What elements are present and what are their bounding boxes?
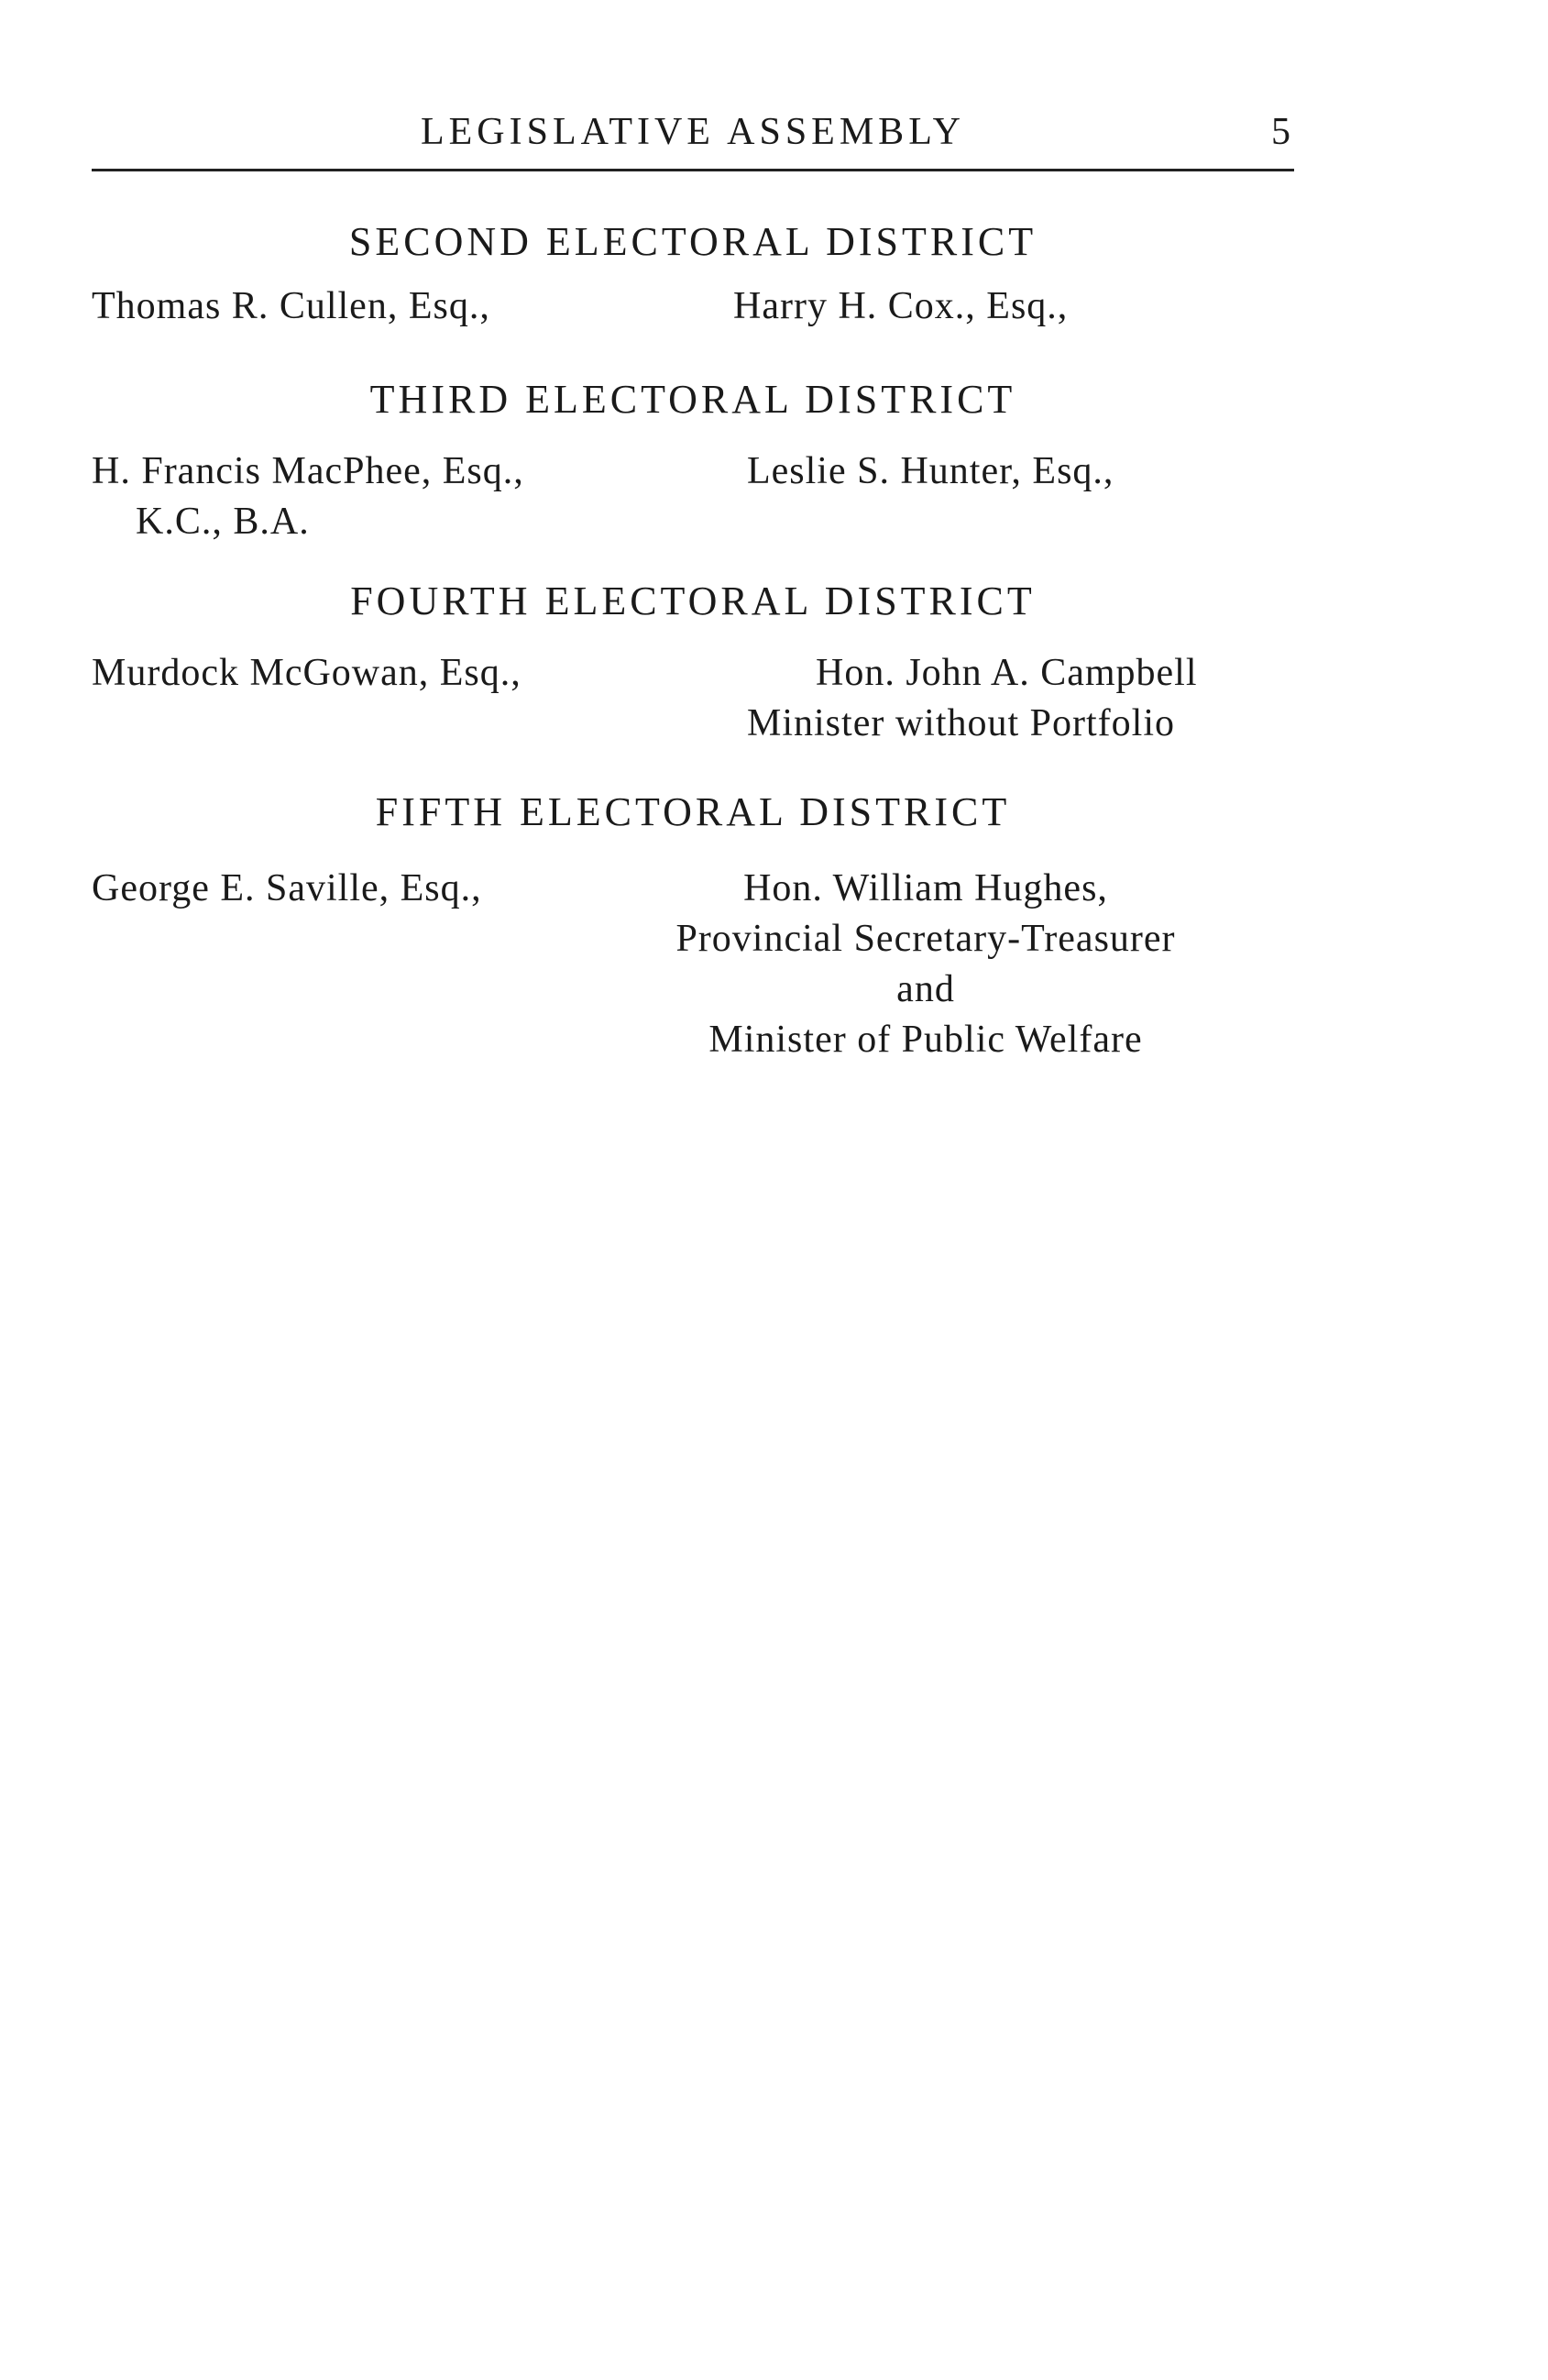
- district-heading-second: SECOND ELECTORAL DISTRICT: [348, 219, 1037, 264]
- member-title: Minister of Public Welfare: [708, 1019, 1143, 1061]
- member-name: Leslie S. Hunter, Esq.,: [747, 450, 1114, 492]
- page-number: 5: [1271, 111, 1290, 153]
- district-heading-third: THIRD ELECTORAL DISTRICT: [369, 377, 1016, 422]
- member-title: Minister without Portfolio: [747, 702, 1175, 744]
- member-name: Harry H. Cox., Esq.,: [733, 285, 1069, 327]
- member-name: H. Francis MacPhee, Esq.,: [92, 450, 524, 492]
- header-rule: [92, 169, 1294, 171]
- member-name: Hon. William Hughes,: [743, 867, 1108, 909]
- running-head: [92, 110, 1294, 165]
- member-credentials: K.C., B.A.: [136, 501, 310, 543]
- member-name: Murdock McGowan, Esq.,: [92, 652, 521, 694]
- member-title: Provincial Secretary-Treasurer: [675, 918, 1176, 960]
- district-heading-fourth: FOURTH ELECTORAL DISTRICT: [350, 578, 1036, 623]
- member-name: Hon. John A. Campbell: [816, 652, 1198, 694]
- member-name: George E. Saville, Esq.,: [92, 867, 482, 909]
- district-heading-fifth: FIFTH ELECTORAL DISTRICT: [375, 789, 1011, 834]
- member-title-conjunction: and: [896, 968, 955, 1010]
- member-name: Thomas R. Cullen, Esq.,: [92, 285, 490, 327]
- running-title: LEGISLATIVE ASSEMBLY: [421, 111, 965, 153]
